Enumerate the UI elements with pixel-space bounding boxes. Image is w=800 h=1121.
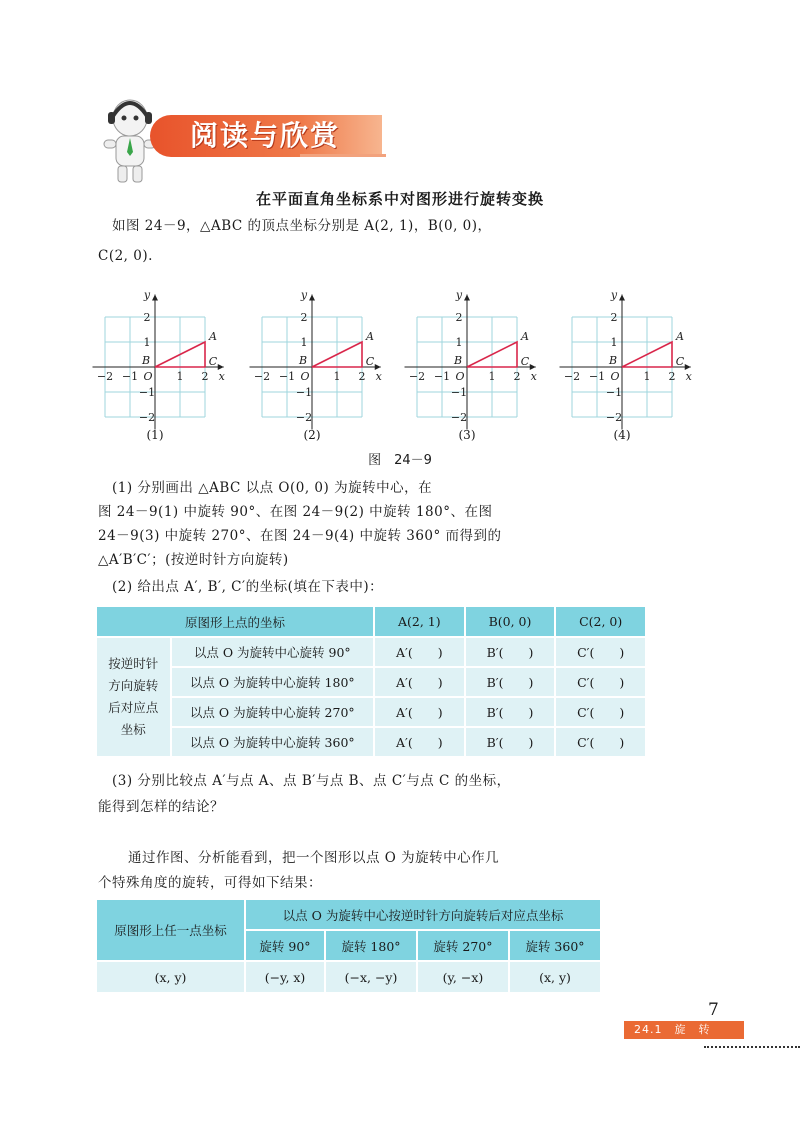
x-tick-label: 2 (668, 370, 676, 383)
vertex-label-c: C (675, 355, 685, 368)
x-tick-label: −2 (408, 370, 426, 383)
intro-line-1: 如图 24－9，△ABC 的顶点坐标分别是 A(2, 1)，B(0, 0)， (112, 218, 492, 234)
figure-panel-caption: (3) (458, 428, 476, 442)
page-number: 7 (708, 1000, 719, 1020)
table-row-label: 以点 O 为旋转中心旋转 180° (172, 668, 375, 698)
rotation-result-table (97, 900, 602, 994)
table-cell: A′( ) (375, 728, 466, 758)
figure-panel-caption: (2) (303, 428, 321, 442)
y-tick-label: −1 (450, 386, 468, 399)
x-tick-label: −1 (588, 370, 606, 383)
question1-line-2: 图 24－9(1) 中旋转 90°、在图 24－9(2) 中旋转 180°、在图 (98, 504, 493, 520)
row-group-header-line: 方向旋转 (108, 678, 159, 693)
x-axis-label: x (375, 370, 382, 383)
question1-line-1: (1) 分别画出 △ABC 以点 O(0, 0) 为旋转中心，在 (112, 480, 433, 496)
question3-line-1: (3) 分别比较点 A′与点 A、点 B′与点 B、点 C′与点 C 的坐标， (112, 773, 511, 789)
vertex-label-c: C (365, 355, 375, 368)
rotation-fill-table (97, 607, 647, 758)
x-axis-label: x (218, 370, 225, 383)
table-cell: C′( ) (556, 728, 647, 758)
x-tick-label: −1 (433, 370, 451, 383)
row-group-header-line: 坐标 (120, 722, 146, 737)
origin-label: O (300, 370, 310, 383)
vertex-label-a: A (366, 330, 374, 343)
table-cell: C′( ) (556, 638, 647, 668)
y-tick-label: 1 (455, 336, 463, 349)
table-cell: (−y, x) (246, 962, 326, 994)
table-header-row (97, 607, 647, 638)
x-tick-label: 1 (176, 370, 184, 383)
vertex-label-c: C (208, 355, 218, 368)
table-cell: (x, y) (510, 962, 602, 994)
table-cell: (−x, −y) (326, 962, 418, 994)
coordinate-grid-panel (557, 278, 697, 438)
origin-label: O (143, 370, 153, 383)
row-group-header-line: 按逆时针 (108, 656, 159, 671)
y-tick-label: 2 (455, 311, 463, 324)
x-tick-label: 2 (358, 370, 366, 383)
y-tick-label: −2 (605, 411, 623, 424)
origin-label: O (610, 370, 620, 383)
coordinate-grid-panel (247, 278, 387, 438)
table-subheader-cell: 旋转 270° (418, 931, 510, 962)
y-tick-label: −1 (138, 386, 156, 399)
x-tick-label: 2 (513, 370, 521, 383)
section-tab: 24.1 旋 转 (624, 1021, 744, 1039)
x-tick-label: −1 (121, 370, 139, 383)
table-row (97, 698, 647, 728)
table-header-cell: 以点 O 为旋转中心按逆时针方向旋转后对应点坐标 (246, 900, 602, 931)
conclusion-line-2: 个特殊角度的旋转，可得如下结果： (98, 875, 322, 891)
y-tick-label: 2 (610, 311, 618, 324)
y-tick-label: −2 (450, 411, 468, 424)
section-title: 在平面直角坐标系中对图形进行旋转变换 (255, 190, 544, 208)
table-row (97, 962, 602, 994)
vertex-label-b: B (608, 354, 618, 367)
table-cell: B′( ) (466, 638, 557, 668)
y-tick-label: 1 (143, 336, 151, 349)
table-cell: B′( ) (466, 728, 557, 758)
table-cell: A′( ) (375, 698, 466, 728)
vertex-label-b: B (453, 354, 463, 367)
table-cell: (x, y) (97, 962, 246, 994)
row-group-header-line: 后对应点 (108, 700, 159, 715)
y-tick-label: 1 (300, 336, 308, 349)
y-axis-label: y (455, 288, 463, 302)
question1-line-3: 24－9(3) 中旋转 270°、在图 24－9(4) 中旋转 360° 而得到的 (98, 528, 502, 544)
table-subheader-cell: 旋转 180° (326, 931, 418, 962)
table-header-cell: 原图形上任一点坐标 (97, 900, 246, 962)
vertex-label-c: C (520, 355, 530, 368)
vertex-label-b: B (298, 354, 308, 367)
y-axis-label: y (610, 288, 618, 302)
x-tick-label: −1 (278, 370, 296, 383)
x-tick-label: −2 (253, 370, 271, 383)
y-tick-label: −2 (295, 411, 313, 424)
y-axis-label: y (300, 288, 308, 302)
table-row-label: 以点 O 为旋转中心旋转 270° (172, 698, 375, 728)
y-axis-label: y (143, 288, 151, 302)
x-tick-label: −2 (96, 370, 114, 383)
y-tick-label: −2 (138, 411, 156, 424)
vertex-label-a: A (521, 330, 529, 343)
question1-line-4: △A′B′C′；(按逆时针方向旋转) (98, 552, 289, 568)
table-header-row (97, 900, 602, 931)
figure-panel-caption: (4) (613, 428, 631, 442)
figure-panel-caption: (1) (146, 428, 164, 442)
figure-title: 图 24－9 (368, 453, 432, 468)
table-row-label: 以点 O 为旋转中心旋转 360° (172, 728, 375, 758)
coordinate-grid-panel (402, 278, 542, 438)
table-cell: A′( ) (375, 668, 466, 698)
y-tick-label: −1 (605, 386, 623, 399)
y-tick-label: 2 (300, 311, 308, 324)
coordinate-grid-panel (90, 278, 230, 438)
x-tick-label: 1 (643, 370, 651, 383)
origin-label: O (455, 370, 465, 383)
question3-line-2: 能得到怎样的结论？ (98, 799, 224, 815)
table-header-cell: A(2, 1) (375, 607, 466, 638)
x-tick-label: −2 (563, 370, 581, 383)
y-axis-arrow (309, 295, 315, 301)
y-axis-arrow (152, 295, 158, 301)
intro-line-2: C(2, 0). (98, 248, 153, 264)
table-cell: C′( ) (556, 668, 647, 698)
y-tick-label: 2 (143, 311, 151, 324)
x-axis-label: x (685, 370, 692, 383)
vertex-label-a: A (209, 330, 217, 343)
footer-dotted-rule (704, 1046, 800, 1048)
table-subheader-cell: 旋转 360° (510, 931, 602, 962)
row-group-header (97, 638, 172, 758)
question2-line-1: (2) 给出点 A′, B′, C′的坐标(填在下表中)： (112, 579, 384, 595)
x-tick-label: 1 (333, 370, 341, 383)
table-header-cell: 原图形上点的坐标 (97, 607, 375, 638)
table-header-cell: C(2, 0) (556, 607, 647, 638)
table-cell: (y, −x) (418, 962, 510, 994)
table-row (97, 638, 647, 668)
table-row (97, 668, 647, 698)
table-row (97, 728, 647, 758)
table-header-cell: B(0, 0) (466, 607, 557, 638)
y-tick-label: 1 (610, 336, 618, 349)
table-row-label: 以点 O 为旋转中心旋转 90° (172, 638, 375, 668)
x-axis-label: x (530, 370, 537, 383)
table-subheader-cell: 旋转 90° (246, 931, 326, 962)
table-cell: C′( ) (556, 698, 647, 728)
vertex-label-a: A (676, 330, 684, 343)
y-axis-arrow (464, 295, 470, 301)
vertex-label-b: B (141, 354, 151, 367)
table-cell: B′( ) (466, 668, 557, 698)
x-tick-label: 1 (488, 370, 496, 383)
banner-title: 阅读与欣赏 (190, 119, 341, 152)
y-tick-label: −1 (295, 386, 313, 399)
table-cell: A′( ) (375, 638, 466, 668)
conclusion-line-1: 通过作图、分析能看到，把一个图形以点 O 为旋转中心作几 (128, 850, 500, 866)
x-tick-label: 2 (201, 370, 209, 383)
y-axis-arrow (619, 295, 625, 301)
table-cell: B′( ) (466, 698, 557, 728)
